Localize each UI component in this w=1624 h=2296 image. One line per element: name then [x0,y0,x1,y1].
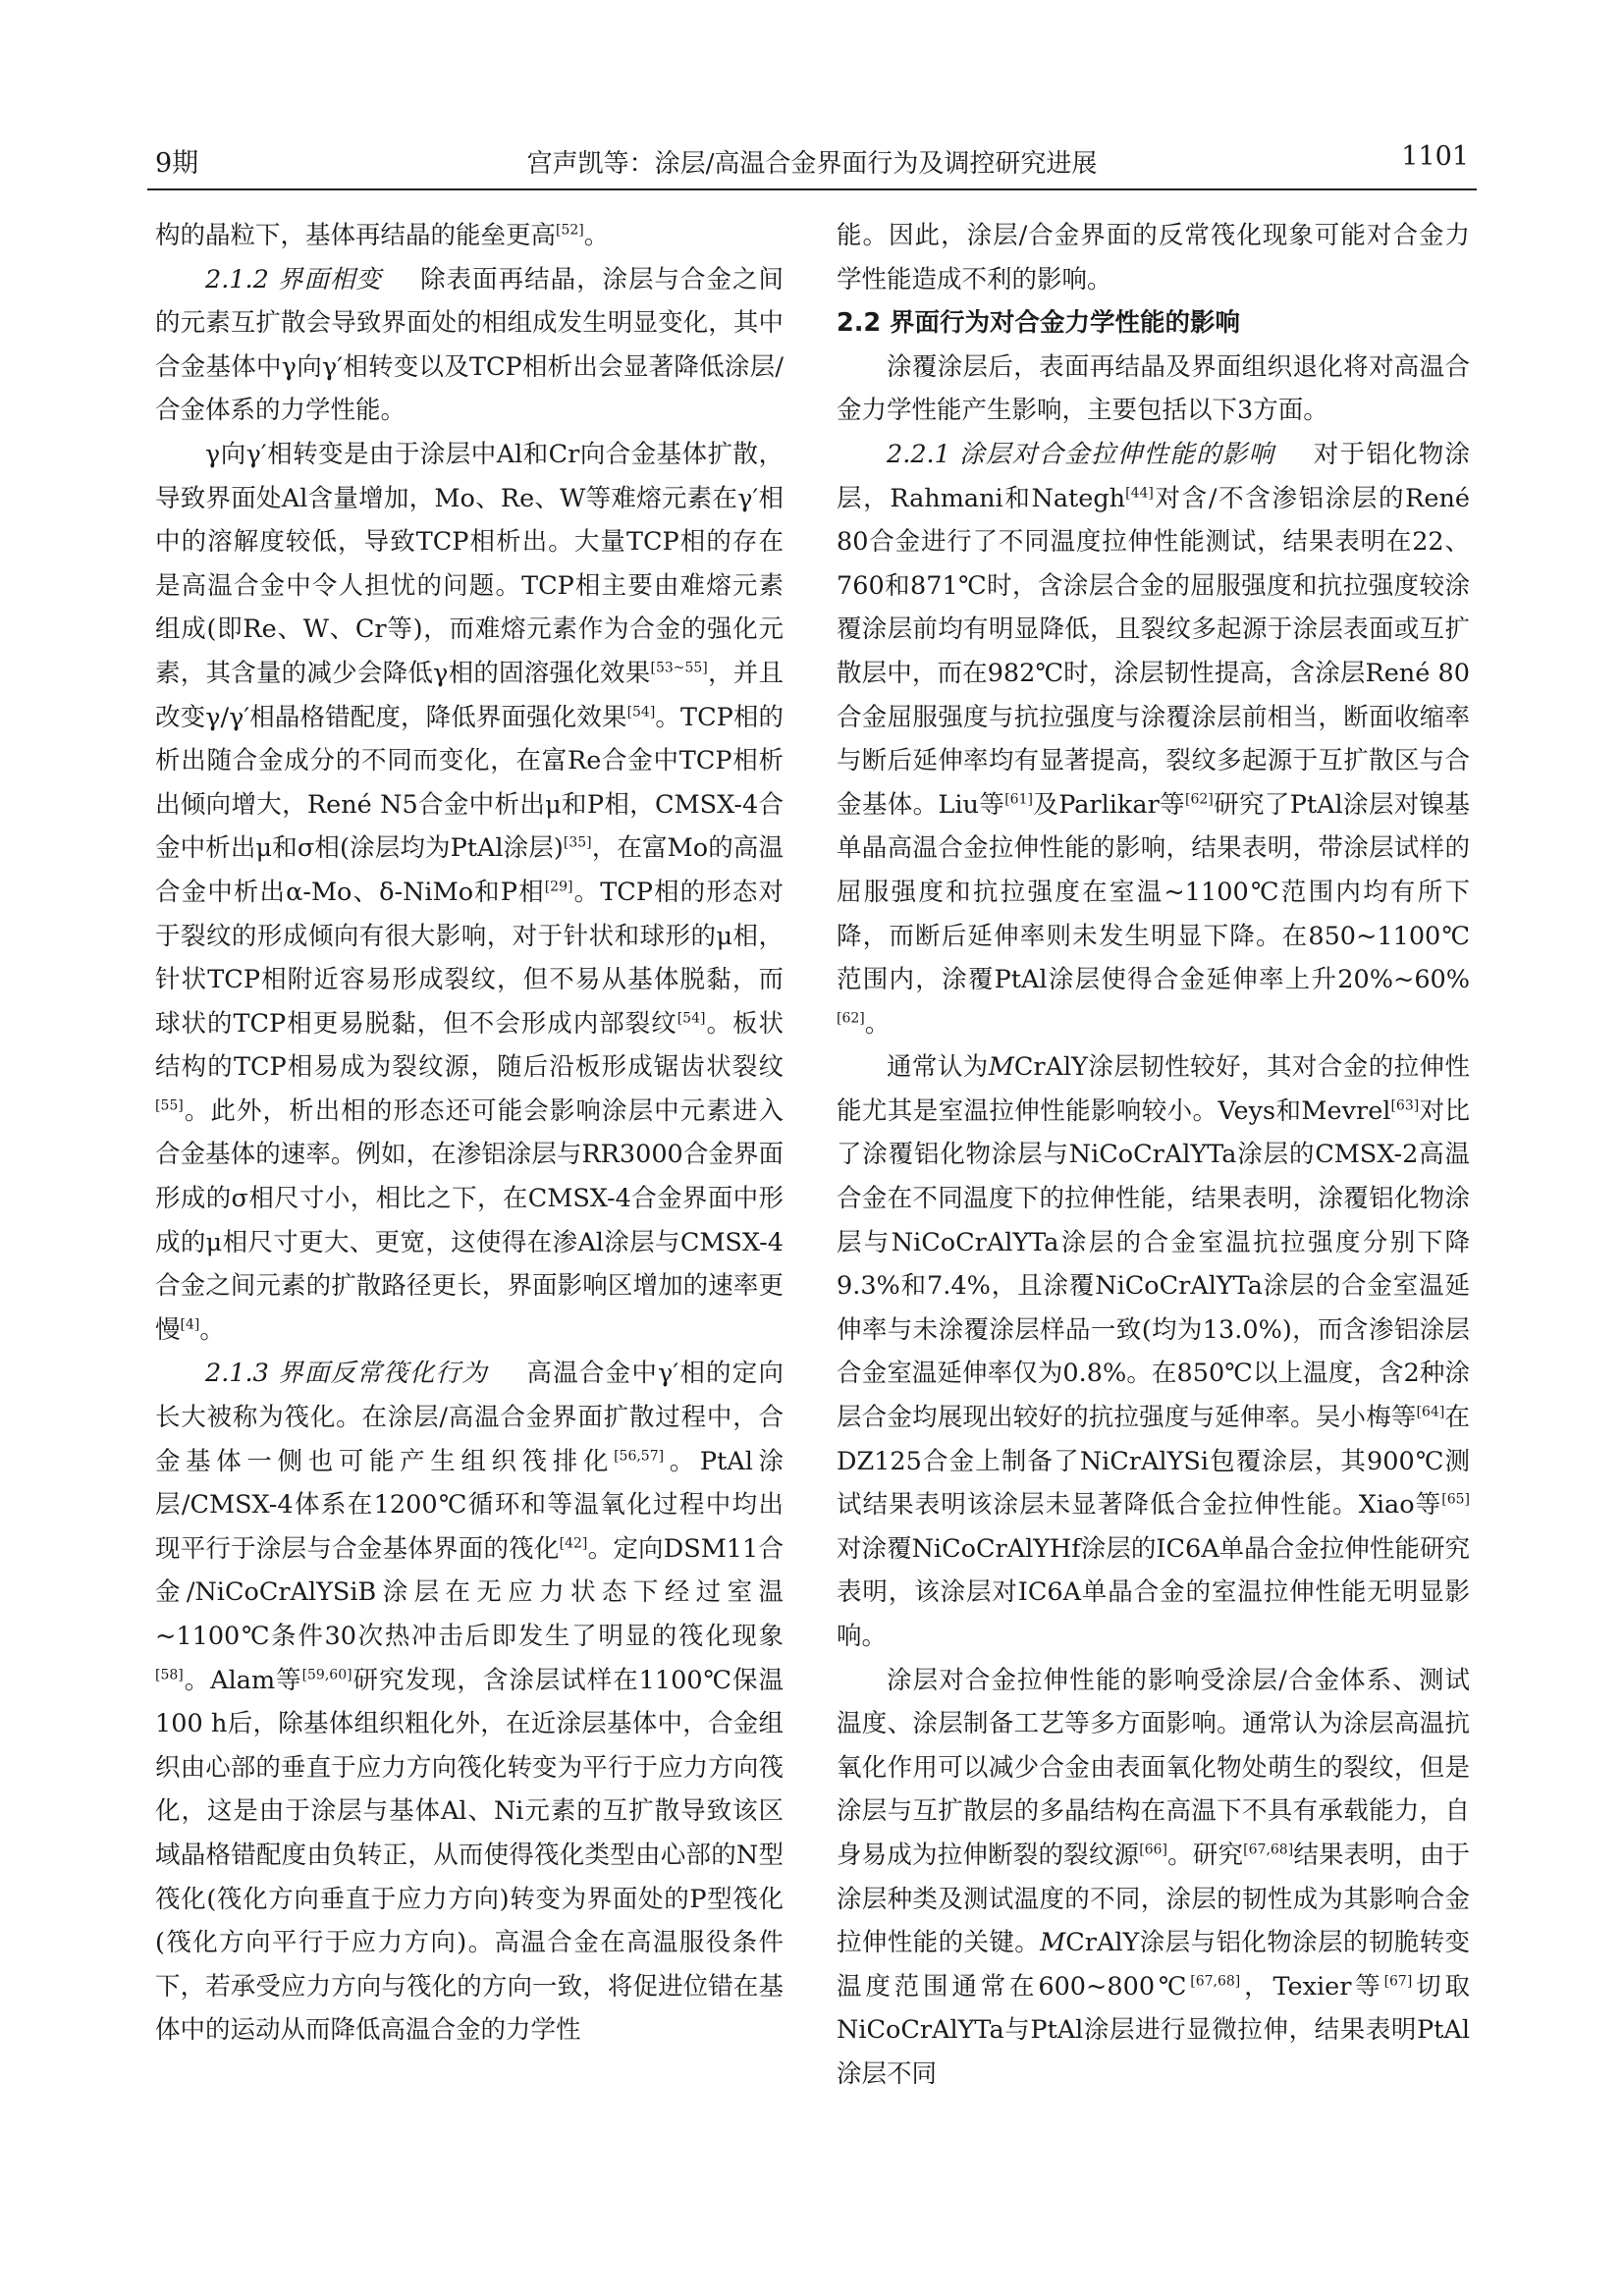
citation: [44] [1125,485,1154,502]
citation: [63] [1390,1097,1420,1114]
citation: [67] [1383,1973,1413,1990]
subsection-heading: 2.2.1 涂层对合金拉伸性能的影响 [887,439,1275,469]
paragraph: 涂覆涂层后，表面再结晶及界面组织退化将对高温合金力学性能产生影响，主要包括以下3方面。 [837,351,1470,426]
paragraph: 2.2.1 涂层对合金拉伸性能的影响 对于铝化物涂层，Rahmani和Nategh[44]对含/不含渗铝涂层的René 80合金进行了不同温度拉伸性能测试，结果表明在22、760和871℃时，含涂层合金的屈服强度和抗拉强度较涂覆涂层前均有明显降低，且裂纹多起源于涂层表面或互扩散层中，而在982℃时，涂层韧性提高，含涂层René 80合金屈服强度与抗拉强度与涂覆涂层前相当，断面收缩率与断后延伸率均有显著提高，裂纹多起源于互扩散区与合金基体。Liu等[61]及Parlikar等[62]研究了PtAl涂层对镍基单晶高温合金拉伸性能的影响，结果表明，带涂层试样的屈服强度和抗拉强度在室温~1100℃范围内均有所下降，而断后延伸率则未发生明显下降。在850~1100℃范围内，涂覆PtAl涂层使得合金延伸率上升20%~60%[62]。 [837,439,1471,1039]
citation: [4] [180,1316,200,1333]
citation: [54] [677,1010,706,1027]
citation: [67,68] [1243,1842,1294,1858]
citation: [54] [626,704,656,721]
citation: [56,57] [614,1448,665,1465]
citation: [62] [837,1010,865,1027]
citation: [58] [155,1667,184,1683]
running-title: 宫声凯等：涂层/高温合金界面行为及调控研究进展 [526,149,1098,179]
paragraph: 涂层对合金拉伸性能的影响受涂层/合金体系、测试温度、涂层制备工艺等多方面影响。通常认为涂层高温抗氧化作用可以减少合金由表面氧化物处萌生的裂纹，但是涂层与互扩散层的多晶结构在高温下不具有承载能力，自身易成为拉伸断裂的裂纹源[66]。研究[67,68]结果表明，由于涂层种类及测试温度的不同，涂层的韧性成为其影响合金拉伸性能的关键。MCrAlY涂层与铝化物涂层的韧脆转变温度范围通常在600~800℃[67,68]，Texier等[67]切取NiCoCrAlYTa与PtAl涂层进行显微拉伸，结果表明PtAl涂层不同 [837,1665,1470,2089]
paragraph: 2.1.2 界面相变 除表面再结晶，涂层与合金之间的元素互扩散会导致界面处的相组成发生明显变化，其中合金基体中γ向γ′相转变以及TCP相析出会显著降低涂层/合金体系的力学性能。 [155,264,784,426]
citation: [66] [1139,1842,1167,1858]
right-column [837,214,1470,2097]
section-heading: 2.2 界面行为对合金力学性能的影响 [837,308,1241,339]
page-header [147,137,1477,190]
citation: [64] [1416,1404,1445,1420]
citation: [52] [556,222,584,239]
subsection-heading: 2.1.3 界面反常筏化行为 [205,1359,488,1389]
citation: [61] [1004,791,1033,808]
paragraph: 能。因此，涂层/合金界面的反常筏化现象可能对合金力学性能造成不利的影响。 [837,221,1470,294]
issue-number: 9期 [155,148,199,179]
citation: [42] [559,1535,588,1552]
paragraph: γ向γ′相转变是由于涂层中Al和Cr向合金基体扩散，导致界面处Al含量增加，Mo、Re、W等难熔元素在γ′相中的溶解度较低，导致TCP相析出。大量TCP相的存在是高温合金中令人担忧的问题。TCP相主要由难熔元素组成(即Re、W、Cr等)，而难熔元素作为合金的强化元素，其含量的减少会降低γ相的固溶强化效果[53~55]，并且改变γ/γ′相晶格错配度，降低界面强化效果[54]。TCP相的析出随合金成分的不同而变化，在富Re合金中TCP相析出倾向增大，René N5合金中析出μ和P相，CMSX-4合金中析出μ和σ相(涂层均为PtAl涂层)[35]，在富Mo的高温合金中析出α-Mo、δ-NiMo和P相[29]。TCP相的形态对于裂纹的形成倾向有很大影响，对于针状和球形的μ相，针状TCP相附近容易形成裂纹，但不易从基体脱黏，而球状的TCP相更易脱黏，但不会形成内部裂纹[54]。板状结构的TCP相易成为裂纹源，随后沿板形成锯齿状裂纹[55]。此外，析出相的形态还可能会影响涂层中元素进入合金基体的速率。例如，在渗铝涂层与RR3000合金界面形成的σ相尺寸小，相比之下，在CMSX-4合金界面中形成的μ相尺寸更大、更宽，这使得在渗Al涂层与CMSX-4合金之间元素的扩散路径更长，界面影响区增加的速率更慢[4]。 [155,439,784,1345]
page-number: 1101 [1401,141,1469,172]
citation: [67,68] [1190,1973,1241,1990]
citation: [62] [1185,791,1214,808]
paragraph: 2.1.3 界面反常筏化行为 高温合金中γ′相的定向长大被称为筏化。在涂层/高温合金界面扩散过程中，合金基体一侧也可能产生组织筏排化[56,57]。PtAl涂层/CMSX-4体系在1200℃循环和等温氧化过程中均出现平行于涂层与合金基体界面的筏化[42]。定向DSM11合金/NiCoCrAlYSiB涂层在无应力状态下经过室温~1100℃条件30次热冲击后即发生了明显的筏化现象[58]。Alam等[59,60]研究发现，含涂层试样在1100℃保温100 h后，除基体组织粗化外，在近涂层基体中，合金组织由心部的垂直于应力方向筏化转变为平行于应力方向筏化，这是由于涂层与基体Al、Ni元素的互扩散导致该区域晶格错配度由负转正，从而使得筏化类型由心部的N型筏化(筏化方向垂直于应力方向)转变为界面处的P型筏化(筏化方向平行于应力方向)。高温合金在高温服役条件下，若承受应力方向与筏化的方向一致，将促进位错在基体中的运动从而降低高温合金的力学性 [155,1359,785,2046]
citation: [55] [155,1097,184,1114]
citation: [35] [563,834,592,851]
paragraph: 通常认为MCrAlY涂层韧性较好，其对合金的拉伸性能尤其是室温拉伸性能影响较小。Veys和Mevrel[63]对比了涂覆铝化物涂层与NiCoCrAlYTa涂层的CMSX-2高温合金在不同温度下的拉伸性能，结果表明，涂覆铝化物涂层与NiCoCrAlYTa涂层的合金室温抗拉强度分别下降9.3%和7.4%，且涂覆NiCoCrAlYTa涂层的合金室温延伸率与未涂覆涂层样品一致(均为13.0%)，而含渗铝涂层合金室温延伸率仅为0.8%。在850℃以上温度，含2种涂层合金均展现出较好的抗拉强度与延伸率。吴小梅等[64]在DZ125合金上制备了NiCrAlYSi包覆涂层，其900℃测试结果表明该涂层未显著降低合金拉伸性能。Xiao等[65]对涂覆NiCoCrAlYHf涂层的IC6A单晶合金拉伸性能研究表明，该涂层对IC6A单晶合金的室温拉伸性能无明显影响。 [837,1052,1470,1651]
citation: [65] [1441,1491,1470,1508]
citation: [53~55] [650,660,708,676]
citation: [59,60] [301,1667,352,1683]
subsection-heading: 2.1.2 界面相变 [205,264,382,294]
paragraph: 构的晶粒下，基体再结晶的能垒更高[52]。 [155,221,610,250]
citation: [29] [544,879,573,895]
left-column [155,214,784,2053]
